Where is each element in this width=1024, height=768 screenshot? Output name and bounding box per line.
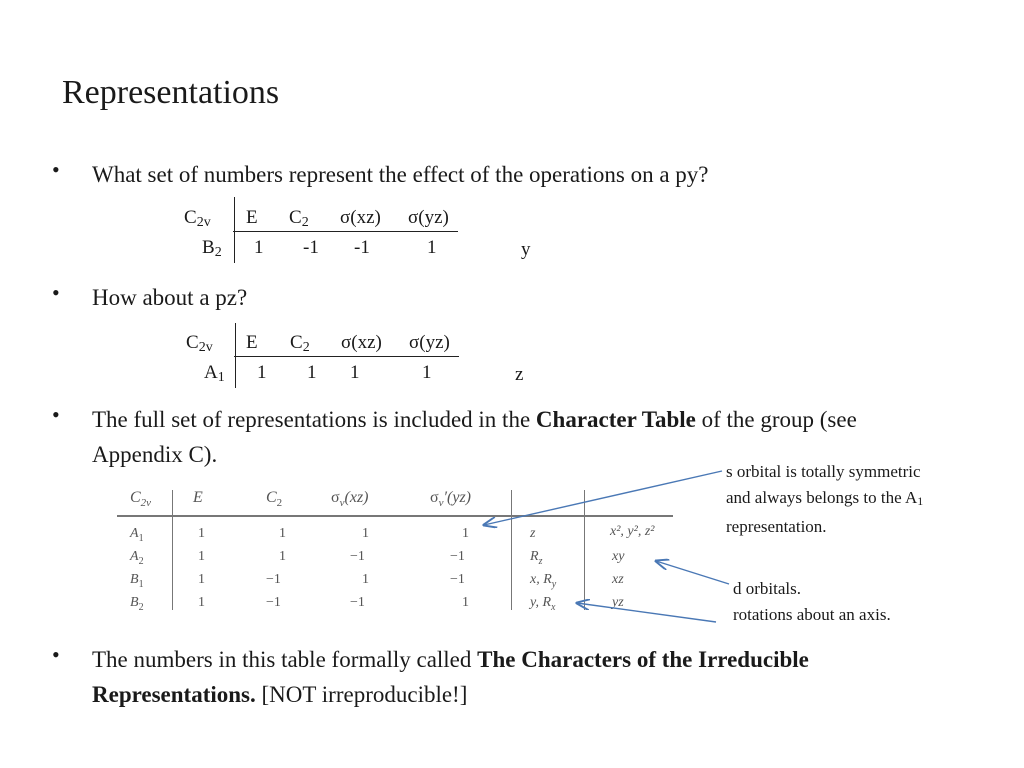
op-sigma-xz: σ(xz) — [341, 332, 382, 353]
ct-quadratic: xy — [612, 549, 625, 564]
basis-function: z — [515, 364, 524, 385]
ct-linear: z — [530, 526, 536, 541]
arrow-to-quadratic — [656, 561, 729, 584]
group-label: $C_{2v}$ — [186, 332, 213, 355]
ct-value: −1 — [450, 572, 465, 587]
ct-row-label: $A_2$ — [130, 549, 144, 567]
op-sigma-yz: σ(yz) — [408, 207, 449, 228]
ct-value: −1 — [450, 549, 465, 564]
ct-value: −1 — [266, 572, 281, 587]
slide-title: Representations — [62, 74, 280, 111]
ct-value: 1 — [198, 572, 205, 587]
ct-op-sigma-yz: $\sigma_v'(yz)$ — [430, 489, 471, 510]
op-e: E — [246, 207, 258, 228]
bullet-4-text: The numbers in this table formally called The Characters of the Irreducible Representations. [NOT irreproducible!] — [92, 647, 809, 707]
value: 1 — [350, 362, 360, 383]
ct-linear: x, $R_y$ — [530, 572, 557, 590]
row-label: $A_1$ — [204, 362, 225, 385]
ct-value: 1 — [462, 595, 469, 610]
ct-linear: $R_z$ — [530, 549, 543, 567]
ct-value: −1 — [350, 549, 365, 564]
ct-row-label: $A_1$ — [130, 526, 144, 544]
arrow-to-rotation — [577, 603, 716, 622]
ct-value: 1 — [279, 549, 286, 564]
value: -1 — [303, 237, 319, 258]
ct-quadratic: x², y², z² — [610, 524, 655, 539]
characters-term: The Characters of the Irreducible Representations. — [92, 647, 809, 707]
ct-value: −1 — [350, 595, 365, 610]
s-orbital-note: s orbital is totally symmetric and always belongs to the A1 representation. — [726, 462, 924, 536]
ct-op-c2: $C_2$ — [266, 489, 283, 510]
row-label: $B_2$ — [202, 237, 222, 260]
ct-quadratic: xz — [612, 572, 624, 587]
character-table-term: Character Table — [535, 407, 696, 432]
bullet-2-text: How about a pz? — [92, 285, 248, 310]
bullet-3-text: The full set of representations is included in the Character Table of the group (see Appendix C). — [92, 407, 857, 467]
ct-value: −1 — [266, 595, 281, 610]
d-orbitals-note: d orbitals. rotations about an axis. — [733, 579, 891, 624]
ct-value: 1 — [462, 526, 469, 541]
arrow-to-z — [484, 471, 722, 525]
op-e: E — [246, 332, 258, 353]
group-label: $C_{2v}$ — [184, 207, 211, 230]
op-c2: $C_2$ — [289, 207, 309, 230]
value: 1 — [422, 362, 432, 383]
bullet-dot: • — [52, 402, 60, 427]
value: -1 — [354, 237, 370, 258]
ct-value: 1 — [198, 549, 205, 564]
ct-row-label: $B_2$ — [130, 595, 144, 613]
value: 1 — [257, 362, 267, 383]
op-sigma-xz: σ(xz) — [340, 207, 381, 228]
bullet-dot: • — [52, 280, 60, 305]
bullet-dot: • — [52, 642, 60, 667]
bullet-dot: • — [52, 157, 60, 182]
op-c2: $C_2$ — [290, 332, 310, 355]
ct-row-label: $B_1$ — [130, 572, 144, 590]
value: 1 — [254, 237, 264, 258]
ct-value: 1 — [362, 572, 369, 587]
value: 1 — [427, 237, 437, 258]
ct-op-sigma-xz: $\sigma_v(xz)$ — [331, 489, 369, 510]
value: 1 — [307, 362, 317, 383]
ct-value: 1 — [362, 526, 369, 541]
basis-function: y — [521, 239, 531, 260]
ct-group: $C_{2v}$ — [130, 489, 152, 510]
ct-quadratic: yz — [612, 595, 624, 610]
bullet-1-text: What set of numbers represent the effect of the operations on a py? — [92, 162, 709, 187]
op-sigma-yz: σ(yz) — [409, 332, 450, 353]
ct-value: 1 — [198, 595, 205, 610]
ct-op-e: E — [193, 489, 203, 506]
ct-value: 1 — [198, 526, 205, 541]
ct-value: 1 — [279, 526, 286, 541]
ct-linear: y, $R_x$ — [530, 595, 556, 613]
